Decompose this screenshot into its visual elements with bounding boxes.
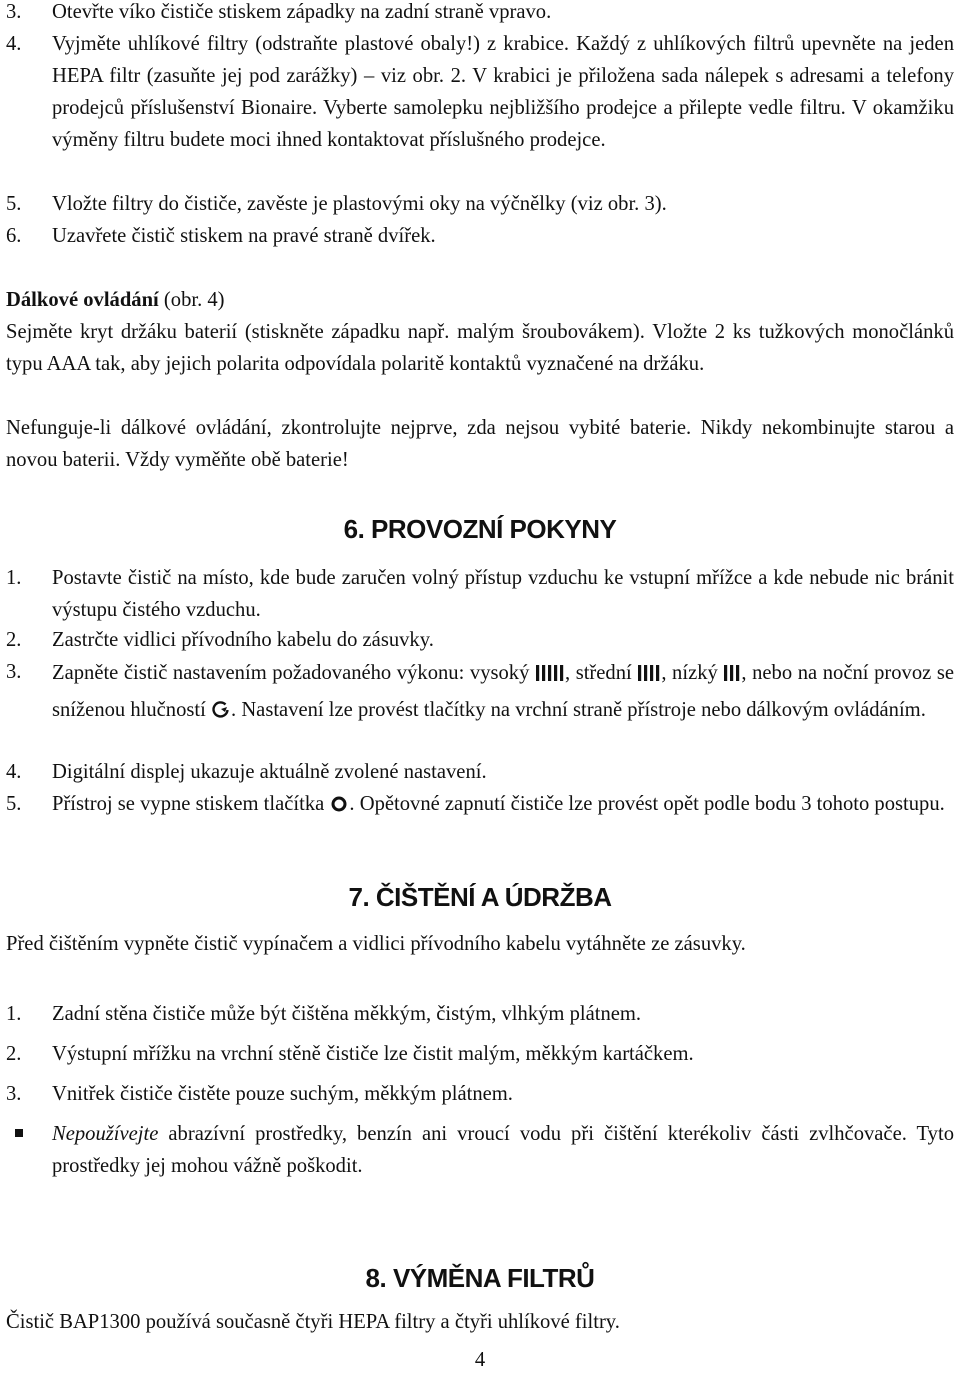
list-item xyxy=(6,624,954,656)
item-text: Zastrčte vidlici přívodního kabelu do zásuvky. xyxy=(52,629,434,651)
item-text xyxy=(52,788,954,823)
item-text-part: Přístroj se vypne stiskem tlačítka xyxy=(52,793,330,815)
item-text-part: . Opětovné zapnutí čističe lze provést opět podle bodu 3 tohoto postupu. xyxy=(349,793,945,815)
speed-low-icon xyxy=(723,659,741,693)
speed-medium-icon xyxy=(637,659,661,693)
warning-emphasis: Nepoužívejte xyxy=(52,1123,159,1145)
item-text-part: Zapněte čistič nastavením požadovaného výkonu: vysoký xyxy=(52,662,535,684)
list-item xyxy=(6,788,954,852)
item-text: Výstupní mřížku na vrchní stěně čističe lze čistit malým, měkkým kartáčkem. xyxy=(52,1043,694,1065)
list-item xyxy=(6,656,954,756)
bullet-square-icon xyxy=(15,1129,23,1137)
item-text-part: . Nastavení lze provést tlačítky na vrchní straně přístroje nebo dálkovým ovládáním. xyxy=(231,699,926,721)
list-item xyxy=(6,756,954,788)
section-heading-6: 6. PROVOZNÍ POKYNY xyxy=(343,514,617,544)
item-number: 4. xyxy=(6,761,22,783)
item-text: Zadní stěna čističe může být čištěna měkkým, čistým, vlhkým plátnem. xyxy=(52,1003,642,1025)
item-text-part: , střední xyxy=(564,662,638,684)
item-number: 3. xyxy=(6,1083,22,1105)
item-text: Vyjměte uhlíkové filtry (odstraňte plastové obaly!) z krabice. Každý z uhlíkových filtrů upevněte na jeden HEPA filtr (zasuňte jej pod zarážky) – viz obr. 2. V krabici je přiložena sada nálepek s adresami a telefony prodejců příslušenství Bionaire. Vyberte samolepku nejbližšího prodejce a přilepte vedle filtru. V okamžiku výměny filtru budete moci ihned kontaktovat příslušného prodejce. xyxy=(52,33,954,151)
item-text: Otevřte víko čističe stiskem západky na zadní straně vpravo. xyxy=(52,1,552,23)
item-text xyxy=(52,1118,954,1182)
item-number: 5. xyxy=(6,193,22,215)
item-number: 4. xyxy=(6,33,22,55)
night-mode-icon xyxy=(211,696,231,730)
item-text: Postavte čistič na místo, kde bude zaručen volný přístup vzduchu ke vstupní mřížce a kde nebude nic bránit výstupu čistého vzduchu. xyxy=(52,567,954,621)
speed-high-icon xyxy=(535,659,565,693)
list-item xyxy=(6,998,954,1030)
list-item xyxy=(6,28,954,188)
page-number: 4 xyxy=(474,1349,486,1371)
cleaning-intro: Před čištěním vypněte čistič vypínačem a vidlici přívodního kabelu vytáhněte ze zásuvky. xyxy=(6,933,746,955)
item-number: 3. xyxy=(6,1,22,23)
section-heading-8: 8. VÝMĚNA FILTRŮ xyxy=(365,1263,595,1293)
item-number: 3. xyxy=(6,661,22,683)
list-item xyxy=(6,220,954,252)
item-number: 1. xyxy=(6,1003,22,1025)
item-text: Vnitřek čističe čistěte pouze suchým, měkkým plátnem. xyxy=(52,1083,513,1105)
item-number: 1. xyxy=(6,567,22,589)
item-text xyxy=(52,656,954,730)
item-text: Digitální displej ukazuje aktuálně zvolené nastavení. xyxy=(52,761,487,783)
list-item xyxy=(6,0,954,28)
list-item xyxy=(6,188,954,220)
item-number: 6. xyxy=(6,225,22,247)
power-button-icon xyxy=(329,791,349,823)
list-item xyxy=(6,1078,954,1110)
item-number: 2. xyxy=(6,1043,22,1065)
remote-figure-ref: (obr. 4) xyxy=(158,289,225,311)
item-text-part: abrazívní prostředky, benzín ani vroucí vodu při čištění kterékoliv části zvlhčovače. Tyto prostředky jej mohou vážně poškodit. xyxy=(52,1123,954,1177)
bullet-item xyxy=(6,1118,954,1182)
remote-paragraph-2: Nefunguje-li dálkové ovládání, zkontrolujte nejprve, zda nejsou vybité baterie. Nikdy nekombinujte starou a novou baterii. Vždy vyměňte obě baterie! xyxy=(6,417,954,471)
item-text: Vložte filtry do čističe, zavěste je plastovými oky na výčnělky (viz obr. 3). xyxy=(52,193,667,215)
item-text: Uzavřete čistič stiskem na pravé straně dvířek. xyxy=(52,225,436,247)
remote-title-line xyxy=(6,284,954,316)
item-number: 5. xyxy=(6,793,22,815)
remote-paragraph-1: Sejměte kryt držáku baterií (stiskněte západku např. malým šroubovákem). Vložte 2 ks tužkových monočlánků typu AAA tak, aby jejich polarita odpovídala polaritě kontaktů vyznačené na držáku. xyxy=(6,321,954,375)
filter-paragraph: Čistič BAP1300 používá současně čtyři HEPA filtry a čtyři uhlíkové filtry. xyxy=(6,1311,620,1333)
remote-title: Dálkové ovládání xyxy=(6,289,159,311)
list-item xyxy=(6,562,954,626)
section-heading-7: 7. ČIŠTĚNÍ A ÚDRŽBA xyxy=(348,882,612,912)
list-item xyxy=(6,1038,954,1070)
item-number: 2. xyxy=(6,629,22,651)
item-text-part: , nebo na noční provoz se sníženou hlučností xyxy=(52,662,954,721)
item-text-part: , nízký xyxy=(661,662,724,684)
